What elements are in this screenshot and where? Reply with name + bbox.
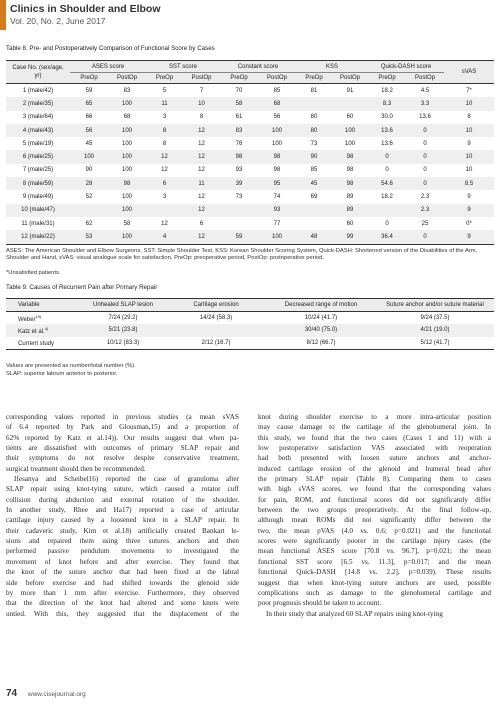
table8-group-header: SST score [146,61,220,73]
text-line: this study, we found that the two cases (Cases 1 and 11) with a [258,433,491,442]
score-cell: 69 [310,194,318,201]
score-cell: 58 [123,220,131,227]
score-cell: 80 [296,124,332,137]
text-line: for pain, ROM, and functional scores did not significantly differ [258,495,491,504]
score-cell: 0 [406,230,444,244]
score-cell: 60 [346,220,354,227]
table9-header: Unhealed SLAP lesion [80,299,166,312]
score-cell: 93 [258,204,296,217]
score-cell: 98 [332,150,368,163]
text-line: their cadaveric study, Kim et al.18) artificially created Bankart le- [6,526,239,535]
score-cell: 8 [146,124,183,137]
table8-row [6,150,494,163]
case-cell: 1 (male/42) [22,87,54,94]
table8-svas-header: sVAS [444,61,494,84]
score-cell: 13.6 [368,124,406,137]
score-cell: 98 [332,177,368,190]
score-cell: 65 [70,97,108,110]
case-cell: 7 (male/25) [22,167,54,174]
score-cell: 0 [423,167,427,174]
score-cell: 89 [332,204,368,217]
text-line: In their study that analyzed 60 SLAP repairs using knot-tying [266,609,443,618]
score-cell: 9 [467,194,471,201]
table9-header: Variable [6,299,80,312]
score-cell: 98 [346,167,354,174]
case-cell: 11 (male/31) [21,220,55,227]
postop-header: PostOp [183,73,220,84]
page-footer [6,688,86,699]
score-cell: 58 [220,97,258,110]
journal-url: www.cisejournal.org [27,691,86,698]
table9-header: Decreased range of motion [266,299,376,312]
score-cell: 8.3 [368,97,406,110]
table8-row [6,84,494,98]
score-cell: 39 [220,177,258,190]
case-cell: 9 (male/49) [22,194,54,201]
text-line: SLAP repair using knot-tying suture, which caused a rotator cuff [6,485,239,494]
score-cell: 6 [146,177,183,190]
score-cell: 10 [183,97,220,110]
score-cell [332,97,368,110]
table8-row [6,230,494,244]
score-cell: 77 [273,220,281,227]
text-line: mean functional ASES score [70.8 vs. 96.7], p=0.021; the mean [258,547,491,556]
score-cell: 93 [235,167,243,174]
score-cell [296,97,332,110]
text-line: had both presented with loosen suture anchors and anchor- [258,454,491,463]
score-cell: 98 [220,150,258,163]
score-cell [368,204,406,217]
table8-row [6,164,494,177]
score-cell: 6 [199,220,204,227]
text-line: untied. With this, they suggested that the displacement of the [6,609,239,618]
body-column-right [258,412,491,619]
score-cell: 98 [258,150,296,163]
score-cell: 70 [235,87,243,94]
table9-header: Cartilage erosion [166,299,266,312]
table8 [6,60,494,245]
table8-row [6,190,494,203]
case-cell: 4 (male/43) [6,124,70,137]
value-cell: 10/24 (41.7) [304,315,338,322]
score-cell: 10 [444,124,494,137]
score-cell: 56 [70,124,108,137]
preop-header: PreOp [146,73,183,84]
score-cell: 59 [220,230,258,244]
table8-row [6,111,494,124]
variable-cell [6,337,80,350]
score-cell: 12 [161,220,168,227]
text-line: suggest that when knot-tying suture anchors are used, possible [258,578,491,587]
score-cell: 11 [183,177,220,190]
score-cell: 8 [199,114,204,121]
score-cell: 30.0 [381,114,393,121]
score-cell: 2.3 [406,204,444,217]
score-cell: 0* [466,220,472,227]
text-line: induced cartilage erosion of the glenoid and humeral head after [258,464,491,473]
score-cell: 100 [108,97,146,110]
header-accent-bar [0,0,6,30]
table8-footnote: *Unsatisfied patients. [6,270,61,276]
score-cell: 60 [346,114,354,121]
case-cell: 5 (male/19) [22,140,54,147]
score-cell: 73 [235,194,243,201]
table9 [6,298,494,350]
score-cell: 12 [183,150,220,163]
table8-caption: Table 8. Pre- and Postoperatively Comparison of Functional Score by Cases [6,45,215,52]
score-cell: 12 [198,140,205,147]
score-cell: 56 [273,114,281,121]
text-line: between the two groups preoperatively. At the final follow-up, [258,506,491,515]
score-cell: 0 [385,167,389,174]
score-cell [70,204,108,217]
table8-row [6,124,494,137]
table9-caption: Table 9. Causes of Recurrent Pain after Primary Repair [6,284,158,291]
score-cell: 81 [310,87,318,94]
score-cell [220,217,258,230]
table8-row [6,137,494,150]
score-cell: 83 [220,124,258,137]
score-cell: 83 [123,87,131,94]
score-cell: 9 [467,140,471,147]
score-cell: 100 [344,140,355,147]
case-cell: 2 (male/35) [6,97,70,110]
score-cell: 100 [108,230,146,244]
value-cell [166,324,266,336]
score-cell: 100 [121,140,132,147]
journal-volume: Vol. 20, No. 2, June 2017 [10,16,106,26]
table8-body [6,84,494,245]
score-cell: 91 [346,87,354,94]
text-line: by more than 1 mm after exercise. Furthermore, they observed [6,588,239,597]
score-cell: 12 [146,150,183,163]
text-line: the primary SLAP repair (Table 8). Comparing them to cases [258,475,491,484]
variable-label: Current study [18,341,55,348]
score-cell: 12 [198,167,205,174]
journal-title: Clinics in Shoulder and Elbow [10,3,161,15]
score-cell [296,217,332,230]
body-column-left [6,412,239,619]
score-cell: 7 [199,87,204,94]
table8-row [6,204,494,217]
score-cell: 4 [146,230,183,244]
score-cell: 3.3 [406,97,444,110]
text-line: low postoperative satisfaction VAS associated with reoperation [258,444,491,453]
variable-cell [6,324,80,336]
text-line: scores were significantly poorer in the cartilage injury cases (the [258,537,491,546]
text-line: In another study, Rhee and Ha17) reported a case of articular [6,506,239,515]
score-cell: 98 [273,167,281,174]
score-cell: 25 [421,220,429,227]
table8-row [6,97,494,110]
score-cell: 48 [296,230,332,244]
text-line: their symptoms do not resolve despite conservative treatment, [6,454,239,463]
table8-row [6,217,494,230]
value-cell: 8/12 (66.7) [266,337,376,350]
score-cell: 18.2 [381,87,393,94]
text-line: surgical treatment should then be recommended. [6,464,146,473]
preop-header: PreOp [296,73,332,84]
score-cell: 66 [85,114,93,121]
score-cell: 3 [162,114,167,121]
text-line: corresponding values reported in previous studies (a mean sVAS [6,413,239,421]
score-cell: 12 [161,167,168,174]
text-line: functional SST score [6.5 vs. 11.3], p=0.017; and the mean [258,557,491,566]
text-line: that the direction of the knot had altered and some knots were [6,599,239,608]
score-cell: 100 [258,124,296,137]
score-cell: 9 [444,230,494,244]
score-cell: 8 [467,114,471,121]
text-line: movement of knot before and after exercise. They found that [6,557,239,566]
score-cell: 61 [235,114,243,121]
reference-superscript: 19) [35,313,42,319]
score-cell: 100 [108,204,146,217]
score-cell: 28 [70,177,108,190]
preop-header: PreOp [368,73,406,84]
table8-group-header: ASES score [70,61,146,73]
value-cell: 10/12 (83.3) [80,337,166,350]
variable-label: Weber [18,316,36,323]
postop-header: PostOp [258,73,296,84]
text-line: the knot of the suture anchor that had been fixed at the labral [6,568,239,577]
score-cell: 68 [258,97,296,110]
postop-header: PostOp [332,73,368,84]
score-cell: 100 [332,124,368,137]
value-cell: 4/21 (19.0) [376,324,494,336]
score-cell: 52 [85,194,93,201]
text-line: knot during shoulder exercise to a more intra-articular position [258,413,491,421]
score-cell: 100 [108,150,146,163]
score-cell: 12 [183,230,220,244]
score-cell: 10 [444,97,494,110]
journal-header [0,0,500,30]
score-cell: 53 [70,230,108,244]
score-cell: 10 [465,167,473,174]
score-cell [296,204,332,217]
table9-row [6,324,494,336]
score-cell: 95 [258,177,296,190]
text-line: although mean ROMs did not significantly differ between the [258,516,491,525]
score-cell: 73 [310,140,318,147]
score-cell: 45 [85,140,93,147]
table9-row [6,312,494,325]
score-cell: 18.2 [381,194,393,201]
score-cell: 0 [423,140,427,147]
score-cell: 80 [310,114,318,121]
value-cell: 5/12 (41.7) [376,337,494,350]
score-cell: 0 [385,220,389,227]
postop-header: PostOp [108,73,146,84]
score-cell: 0 [406,124,444,137]
text-line: Ifesanya and Scheibel16) reported the case of granuloma after [14,475,239,484]
value-cell: 9/24 (37.5) [420,315,450,322]
score-cell: 8.5 [444,177,494,190]
score-cell: 0 [406,150,444,163]
variable-cell [6,312,80,325]
score-cell: 90 [296,150,332,163]
value-cell: 5/21 (23.8) [80,324,166,336]
score-cell: 12 [183,124,220,137]
score-cell: 85 [310,167,318,174]
text-line: side before exercise and had shifted towards the glenoid side [6,578,239,587]
score-cell: 89 [346,194,354,201]
value-cell: 7/24 (29.2) [108,315,138,322]
text-line: performed passive pendulum movements to investigated the [6,547,239,556]
score-cell: 12 [183,204,220,217]
table9-note: Values are presented as number/total number (%). [6,363,136,369]
score-cell: 85 [273,87,281,94]
text-line: collision during abduction and external rotation of the shoulder. [6,495,239,504]
score-cell: 54.6 [368,177,406,190]
text-line: complications such as damage to the glenohumeral cartilage and [258,588,491,597]
table8-row [6,177,494,190]
score-cell [220,204,258,217]
score-cell: 100 [121,167,132,174]
value-cell: 14/24 (58.3) [199,315,233,322]
text-line: poor prognosis should be taken to account. [258,599,382,608]
preop-header: PreOp [220,73,258,84]
score-cell: 9 [444,204,494,217]
score-cell: 3 [162,194,167,201]
score-cell: 68 [123,114,131,121]
table8-case-header: Case No. (sex/age, yr) [6,61,70,84]
score-cell: 100 [121,194,132,201]
table8-group-header: Quick-DASH score [368,61,444,73]
postop-header: PostOp [406,73,444,84]
score-cell: 2.3 [420,194,430,201]
score-cell: 12 [198,194,205,201]
score-cell: 13.6 [381,140,393,147]
text-line: sions and repaired them using three sutures anchors and then [6,537,239,546]
score-cell: 10 [444,150,494,163]
case-cell: 3 (male/64) [22,114,54,121]
table9-body [6,312,494,350]
score-cell: 100 [271,140,282,147]
score-cell: 4.5 [420,87,430,94]
score-cell [146,204,183,217]
variable-label: Katz et al. [18,328,45,335]
score-cell: 7* [466,87,472,94]
text-line: may cause damage to the cartilage of the glenohumeral joint. In [258,423,491,432]
table9-header: Suture anchor and/or suture material [376,299,494,312]
case-cell: 12 (male/22) [6,230,70,244]
reference-superscript: 4) [44,325,49,331]
text-line: tients are dissatisfied with outcomes of primary SLAP repair and [6,444,239,453]
value-cell: 30/40 (75.0) [266,324,376,336]
value-cell: 2/12 (16.7) [166,337,266,350]
text-line: 62% reported by Katz et al.14)). Our results suggest that when pa- [6,433,239,442]
text-line: functional Quick-DASH [14.8 vs. 2.2], p=0.039). These results [258,568,491,577]
score-cell: 100 [70,150,108,163]
text-line: of 6.4 reported by Park and Glousman,15) and a proportion of [6,423,239,432]
score-cell: 100 [258,230,296,244]
score-cell: 99 [332,230,368,244]
table8-group-header: KSS [296,61,368,73]
score-cell: 5 [162,87,167,94]
table9-note: SLAP: superior labrum anterior to posterior. [6,371,118,377]
case-cell: 6 (male/25) [6,150,70,163]
score-cell: 98 [108,177,146,190]
score-cell: 90 [85,167,93,174]
table8-abbreviations: ASES: The American Shoulder and Elbow Surgeons, SST: Simple Shoulder Test, KSS: Korean Shoulder Scoring System, Quick-DASH: Shortened version of the Disabilities of the Arm, Shoulder and Hand, sVAS: visual analogue scale for satisfaction, PreOp: preoperative period, PostOp: postoperative period. [6,248,478,262]
preop-header: PreOp [70,73,108,84]
text-line: with high sVAS scores, we found that the corresponding values [258,485,491,494]
score-cell: 74 [273,194,281,201]
case-cell: 10 (male/47) [6,204,70,217]
table9-row [6,337,494,350]
score-cell: 0 [368,150,406,163]
page-number: 74 [6,688,18,699]
score-cell: 76 [235,140,243,147]
score-cell: 59 [85,87,93,94]
score-cell: 0 [406,177,444,190]
text-line: two, the mean pVAS (4.0 vs. 0.6; p=0.021) and the functional [258,526,491,535]
table8-group-header: Constant score [220,61,296,73]
score-cell: 62 [85,220,93,227]
score-cell: 45 [296,177,332,190]
text-line: cartilage injury caused by a loosened knot in a SLAP repair. In [6,516,239,525]
score-cell: 36.4 [368,230,406,244]
score-cell: 13.6 [419,114,431,121]
case-cell: 8 (male/59) [6,177,70,190]
score-cell: 8 [162,140,167,147]
score-cell: 11 [146,97,183,110]
score-cell: 100 [108,124,146,137]
